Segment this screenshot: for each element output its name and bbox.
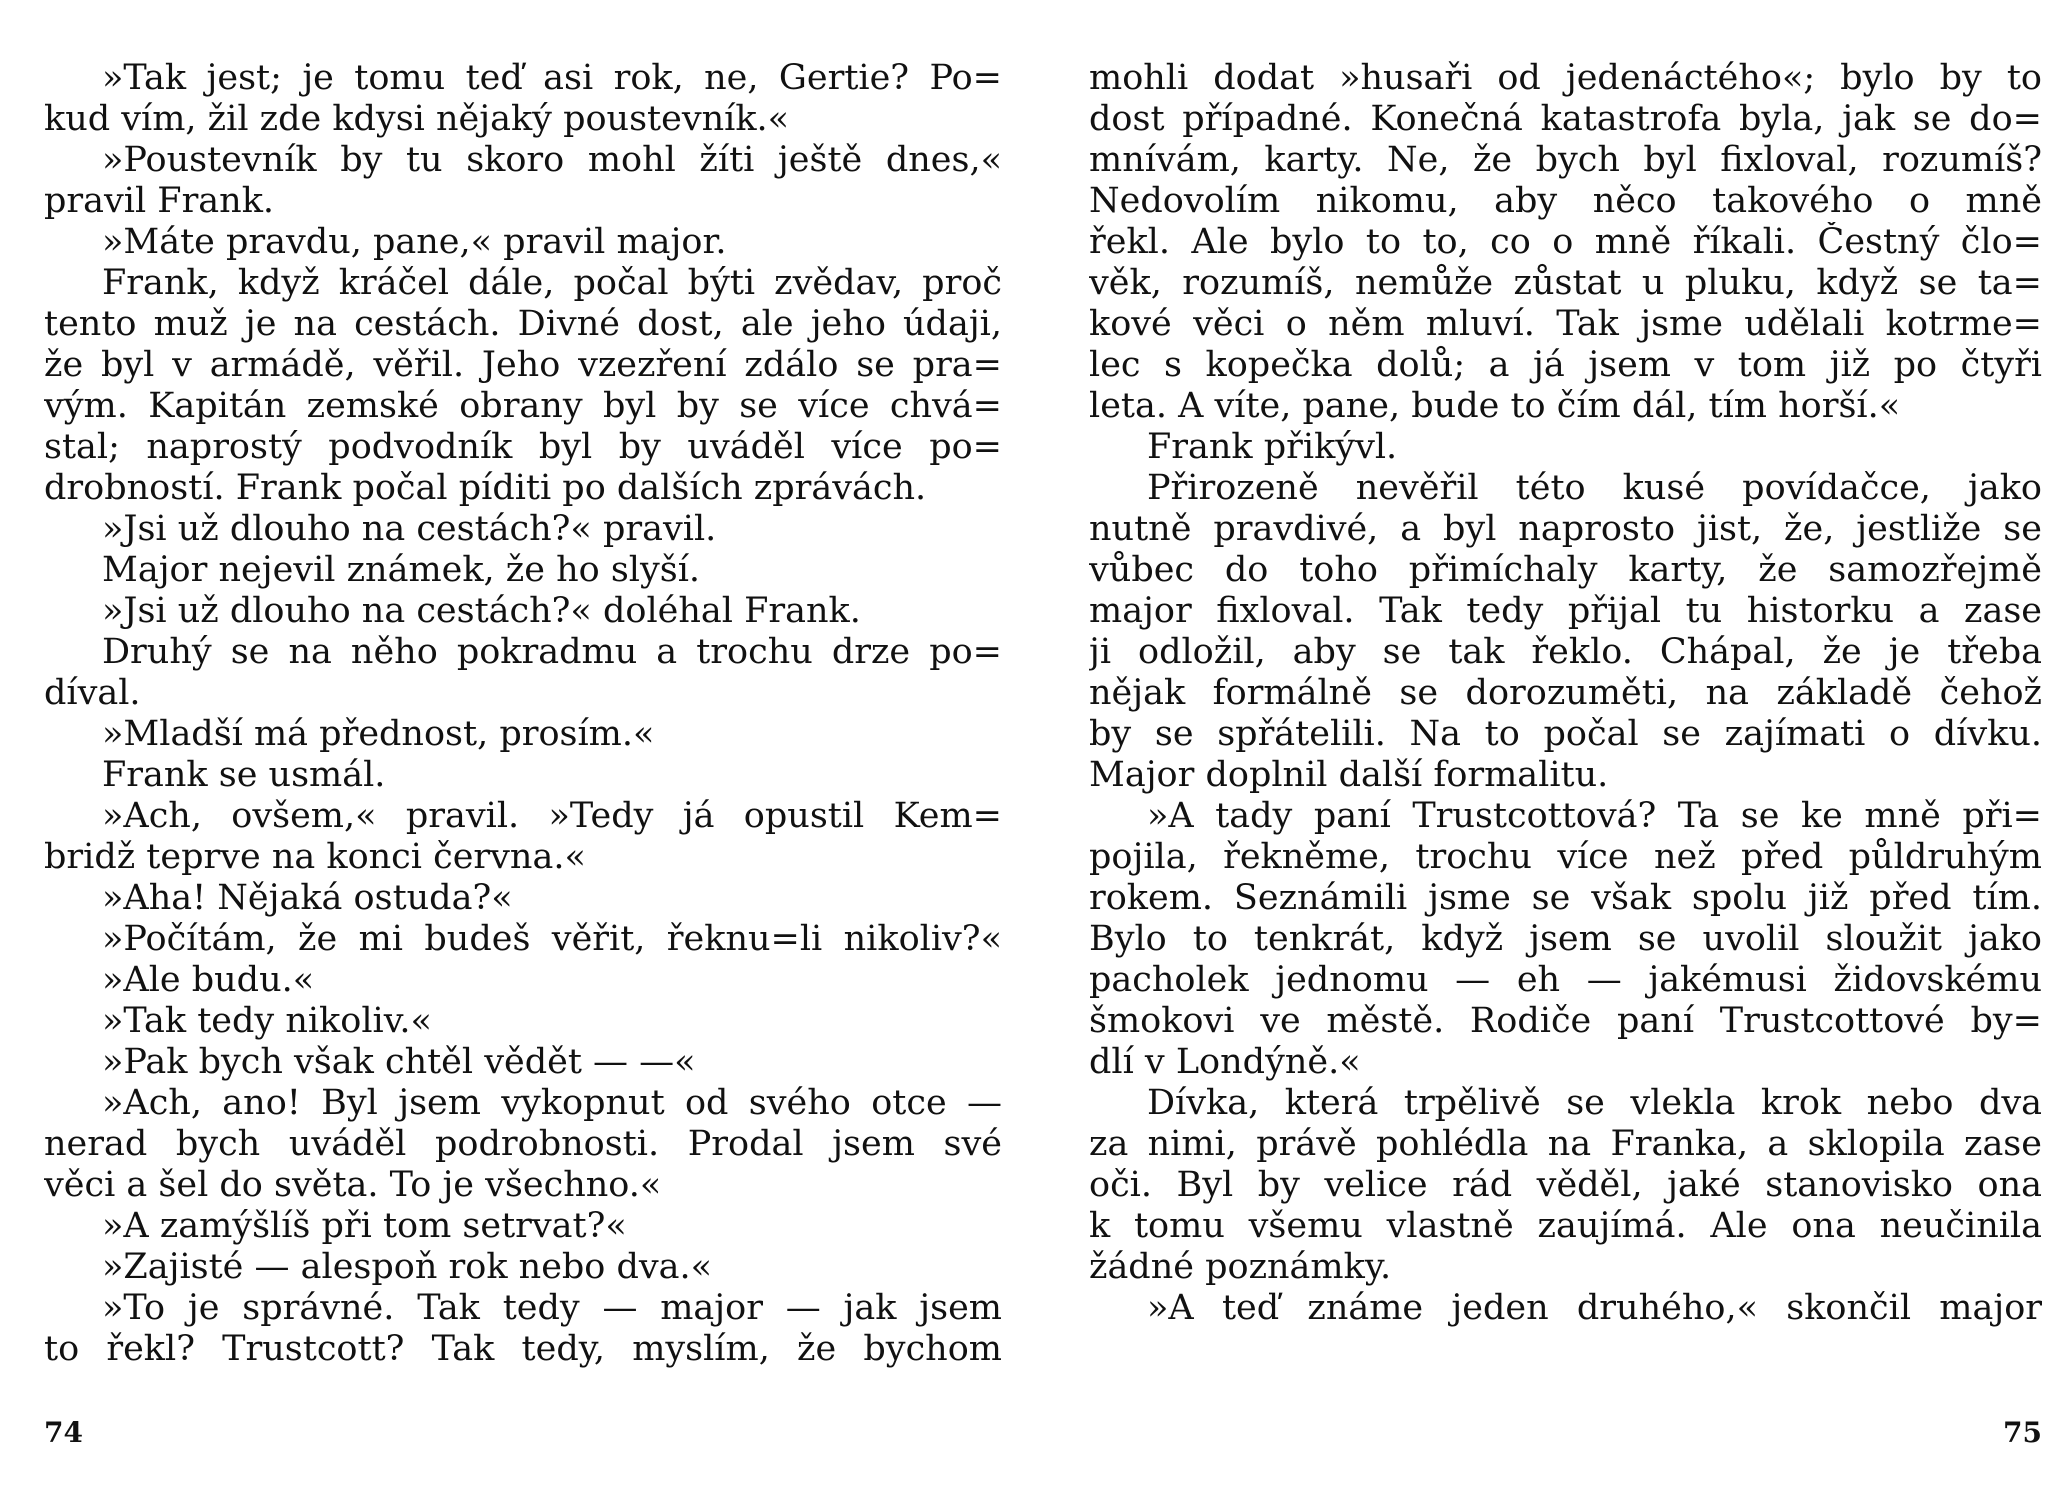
text-line: žádné poznámky. <box>1089 1247 1392 1287</box>
text-line: »Ale budu.« <box>102 960 315 1000</box>
text-line: Frank se usmál. <box>102 755 386 795</box>
text-line: major fixloval. Tak tedy přijal tu historku a zase <box>1089 591 2042 631</box>
text-line: »Máte pravdu, pane,« pravil major. <box>102 222 727 262</box>
text-line: »Jsi už dlouho na cestách?« doléhal Frank. <box>102 591 861 631</box>
text-line: pojila, řekněme, trochu více než před půldruhým <box>1089 837 2042 877</box>
text-line: »A tady paní Trustcottová? Ta se ke mně při= <box>1147 796 2042 836</box>
text-line: oči. Byl by velice rád věděl, jaké stanovisko ona <box>1089 1165 2042 1205</box>
text-line: pacholek jednomu — eh — jakémusi židovskému <box>1089 960 2042 1000</box>
text-line: »Zajisté — alespoň rok nebo dva.« <box>102 1247 713 1287</box>
text-line: drobností. Frank počal píditi po dalších zprávách. <box>44 468 927 508</box>
text-line: šmokovi ve městě. Rodiče paní Trustcottové by= <box>1089 1001 2042 1041</box>
text-line: »To je správné. Tak tedy — major — jak jsem <box>102 1288 1002 1328</box>
text-line: kové věci o něm mluví. Tak jsme udělali kotrme= <box>1089 304 2042 344</box>
text-line: »Jsi už dlouho na cestách?« pravil. <box>102 509 717 549</box>
text-line: Dívka, která trpělivě se vlekla krok nebo dva <box>1147 1083 2042 1123</box>
text-line: věci a šel do světa. To je všechno.« <box>44 1165 662 1205</box>
text-line: stal; naprostý podvodník byl by uváděl více po= <box>44 427 1002 467</box>
text-line: Frank, když kráčel dále, počal býti zvědav, proč <box>102 263 1002 303</box>
text-line: nerad bych uváděl podrobnosti. Prodal jsem své <box>44 1124 1002 1164</box>
text-line: k tomu všemu vlastně zaujímá. Ale ona neučinila <box>1089 1206 2042 1246</box>
text-line: mnívám, karty. Ne, že bych byl fixloval, rozumíš? <box>1089 140 2042 180</box>
right-page-text <box>1089 58 2042 1329</box>
text-line: pravil Frank. <box>44 181 275 221</box>
left-page-number: 74 <box>44 1416 83 1449</box>
text-line: »Poustevník by tu skoro mohl žíti ještě dnes,« <box>102 140 1002 180</box>
text-line: bridž teprve na konci června.« <box>44 837 586 877</box>
text-line: Druhý se na něho pokradmu a trochu drze po= <box>102 632 1002 672</box>
text-line: Bylo to tenkrát, když jsem se uvolil sloužit jako <box>1089 919 2042 959</box>
text-line: řekl. Ale bylo to to, co o mně říkali. Čestný člo= <box>1089 222 2042 262</box>
text-line: »Mladší má přednost, prosím.« <box>102 714 655 754</box>
text-line: vým. Kapitán zemské obrany byl by se více chvá= <box>44 386 1002 426</box>
text-line: mohli dodat »husaři od jedenáctého«; bylo by to <box>1089 58 2042 98</box>
text-line: »Ach, ano! Byl jsem vykopnut od svého otce — <box>102 1083 1002 1123</box>
text-line: »Počítám, že mi budeš věřit, řeknu=li nikoliv?« <box>102 919 1002 959</box>
text-line: dost případné. Konečná katastrofa byla, jak se do= <box>1089 99 2042 139</box>
text-line: ji odložil, aby se tak řeklo. Chápal, že je třeba <box>1089 632 2042 672</box>
text-line: lec s kopečka dolů; a já jsem v tom již po čtyři <box>1089 345 2042 385</box>
text-line: »Aha! Nějaká ostuda?« <box>102 878 513 918</box>
text-line: »Tak tedy nikoliv.« <box>102 1001 432 1041</box>
text-line: »Tak jest; je tomu teď asi rok, ne, Gertie? Po= <box>102 58 1002 98</box>
text-line: za nimi, právě pohlédla na Franka, a sklopila zase <box>1089 1124 2042 1164</box>
text-line: Frank přikývl. <box>1147 427 1398 467</box>
text-line: Major doplnil další formalitu. <box>1089 755 1609 795</box>
text-line: že byl v armádě, věřil. Jeho vzezření zdálo se pra= <box>44 345 1002 385</box>
text-line: rokem. Seznámili jsme se však spolu již před tím. <box>1089 878 2042 918</box>
left-page-text <box>44 58 1002 1370</box>
right-page-number: 75 <box>2003 1416 2042 1449</box>
text-line: »A zamýšlíš při tom setrvat?« <box>102 1206 627 1246</box>
text-line: »Pak bych však chtěl vědět — —« <box>102 1042 696 1082</box>
text-line: Přirozeně nevěřil této kusé povídačce, jako <box>1147 468 2042 508</box>
text-line: Major nejevil známek, že ho slyší. <box>102 550 701 590</box>
text-line: vůbec do toho přimíchaly karty, že samozřejmě <box>1089 550 2042 590</box>
text-line: by se spřátelili. Na to počal se zajímati o dívku. <box>1089 714 2042 754</box>
text-line: leta. A víte, pane, bude to čím dál, tím horší.« <box>1089 386 1901 426</box>
text-line: »A teď známe jeden druhého,« skončil major <box>1147 1288 2042 1328</box>
text-line: Nedovolím nikomu, aby něco takového o mně <box>1089 181 2042 221</box>
text-line: to řekl? Trustcott? Tak tedy, myslím, že bychom <box>44 1329 1002 1369</box>
text-line: dlí v Londýně.« <box>1089 1042 1361 1082</box>
text-line: věk, rozumíš, nemůže zůstat u pluku, když se ta= <box>1089 263 2042 303</box>
text-line: díval. <box>44 673 141 713</box>
text-line: kud vím, žil zde kdysi nějaký poustevník.« <box>44 99 790 139</box>
text-line: »Ach, ovšem,« pravil. »Tedy já opustil Kem= <box>102 796 1002 836</box>
text-line: nějak formálně se dorozuměti, na základě čehož <box>1089 673 2042 713</box>
text-line: nutně pravdivé, a byl naprosto jist, že, jestliže se <box>1089 509 2042 549</box>
text-line: tento muž je na cestách. Divné dost, ale jeho údaji, <box>44 304 1002 344</box>
